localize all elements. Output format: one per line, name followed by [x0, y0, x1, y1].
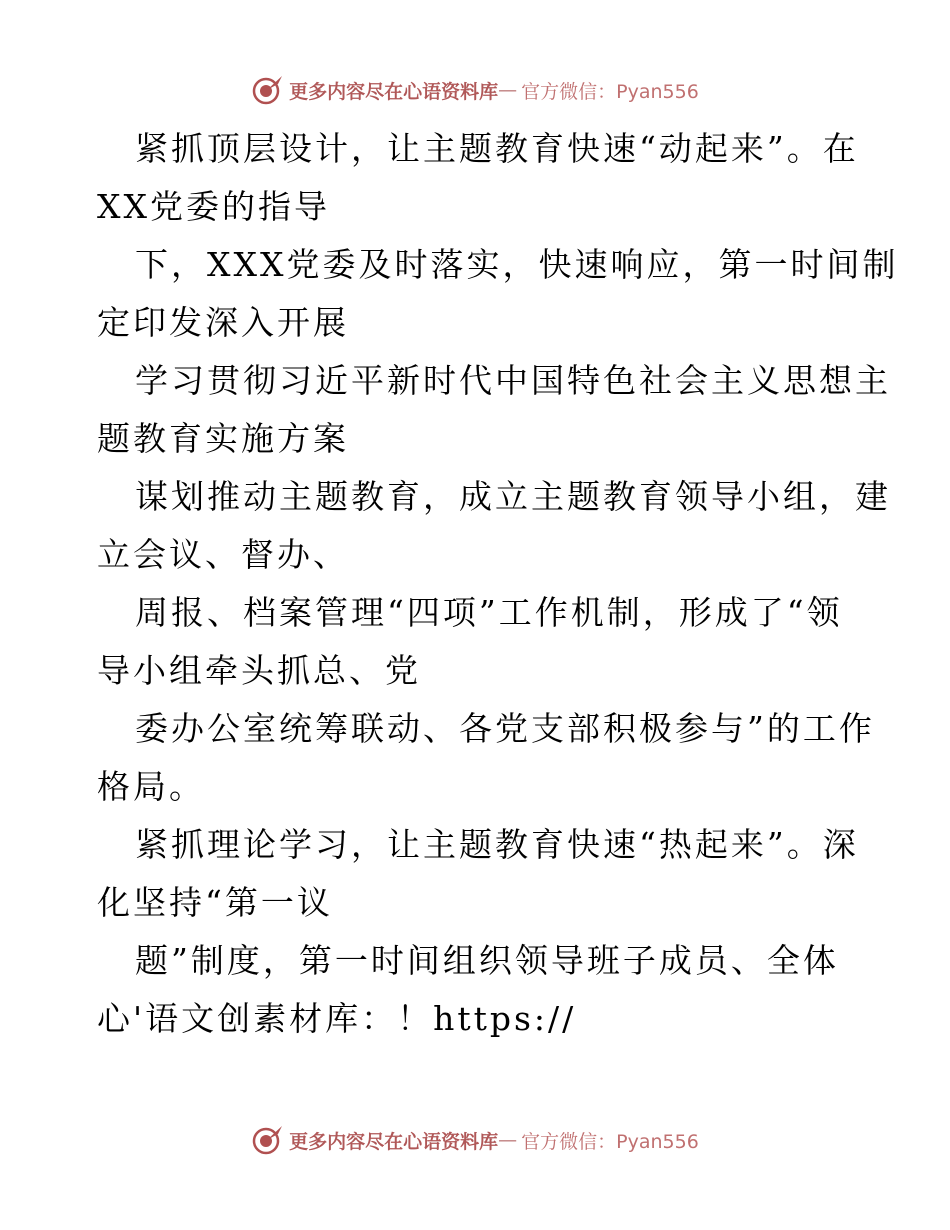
banner-dash: — — [498, 79, 518, 101]
text-line: 下，XXX党委及时落实，快速响应，第一时间制 — [135, 245, 899, 284]
banner-site-text: 更多内容尽在心语资料库 — [289, 1130, 499, 1153]
quill-logo-icon — [251, 73, 285, 107]
banner-dash: — — [498, 1129, 518, 1151]
text-line: 周报、档案管理“四项”工作机制，形成了“领 — [135, 593, 843, 632]
text-line: 题”制度，第一时间组织领导班子成员、全体 — [135, 941, 839, 980]
text-line: 定印发深入开展 — [97, 303, 349, 342]
text-line: 委办公室统筹联动、各党支部积极参与”的工作 — [135, 709, 875, 748]
footer-watermark — [0, 1120, 950, 1160]
quill-logo-icon — [251, 1123, 285, 1157]
text-line: 心'语文创素材库：！https:// — [97, 999, 577, 1038]
text-line: 立会议、督办、 — [97, 535, 349, 574]
text-line: 谋划推动主题教育，成立主题教育领导小组，建 — [135, 477, 891, 516]
text-line: 格局。 — [97, 767, 205, 806]
text-line: 题教育实施方案 — [97, 419, 349, 458]
banner-wechat-text: 官方微信：Pyan556 — [521, 1130, 699, 1153]
header-watermark — [0, 70, 950, 110]
text-line: 化坚持“第一议 — [97, 883, 333, 922]
text-line: 紧抓理论学习，让主题教育快速“热起来”。深 — [135, 825, 859, 864]
banner-site-text: 更多内容尽在心语资料库 — [289, 80, 499, 103]
text-line: 紧抓顶层设计，让主题教育快速“动起来”。在 — [135, 129, 859, 168]
text-line: XX党委的指导 — [97, 187, 330, 226]
text-line: 导小组牵头抓总、党 — [97, 651, 421, 690]
text-line: 学习贯彻习近平新时代中国特色社会主义思想主 — [135, 361, 891, 400]
banner-wechat-text: 官方微信：Pyan556 — [521, 80, 699, 103]
document-body — [97, 120, 899, 1048]
